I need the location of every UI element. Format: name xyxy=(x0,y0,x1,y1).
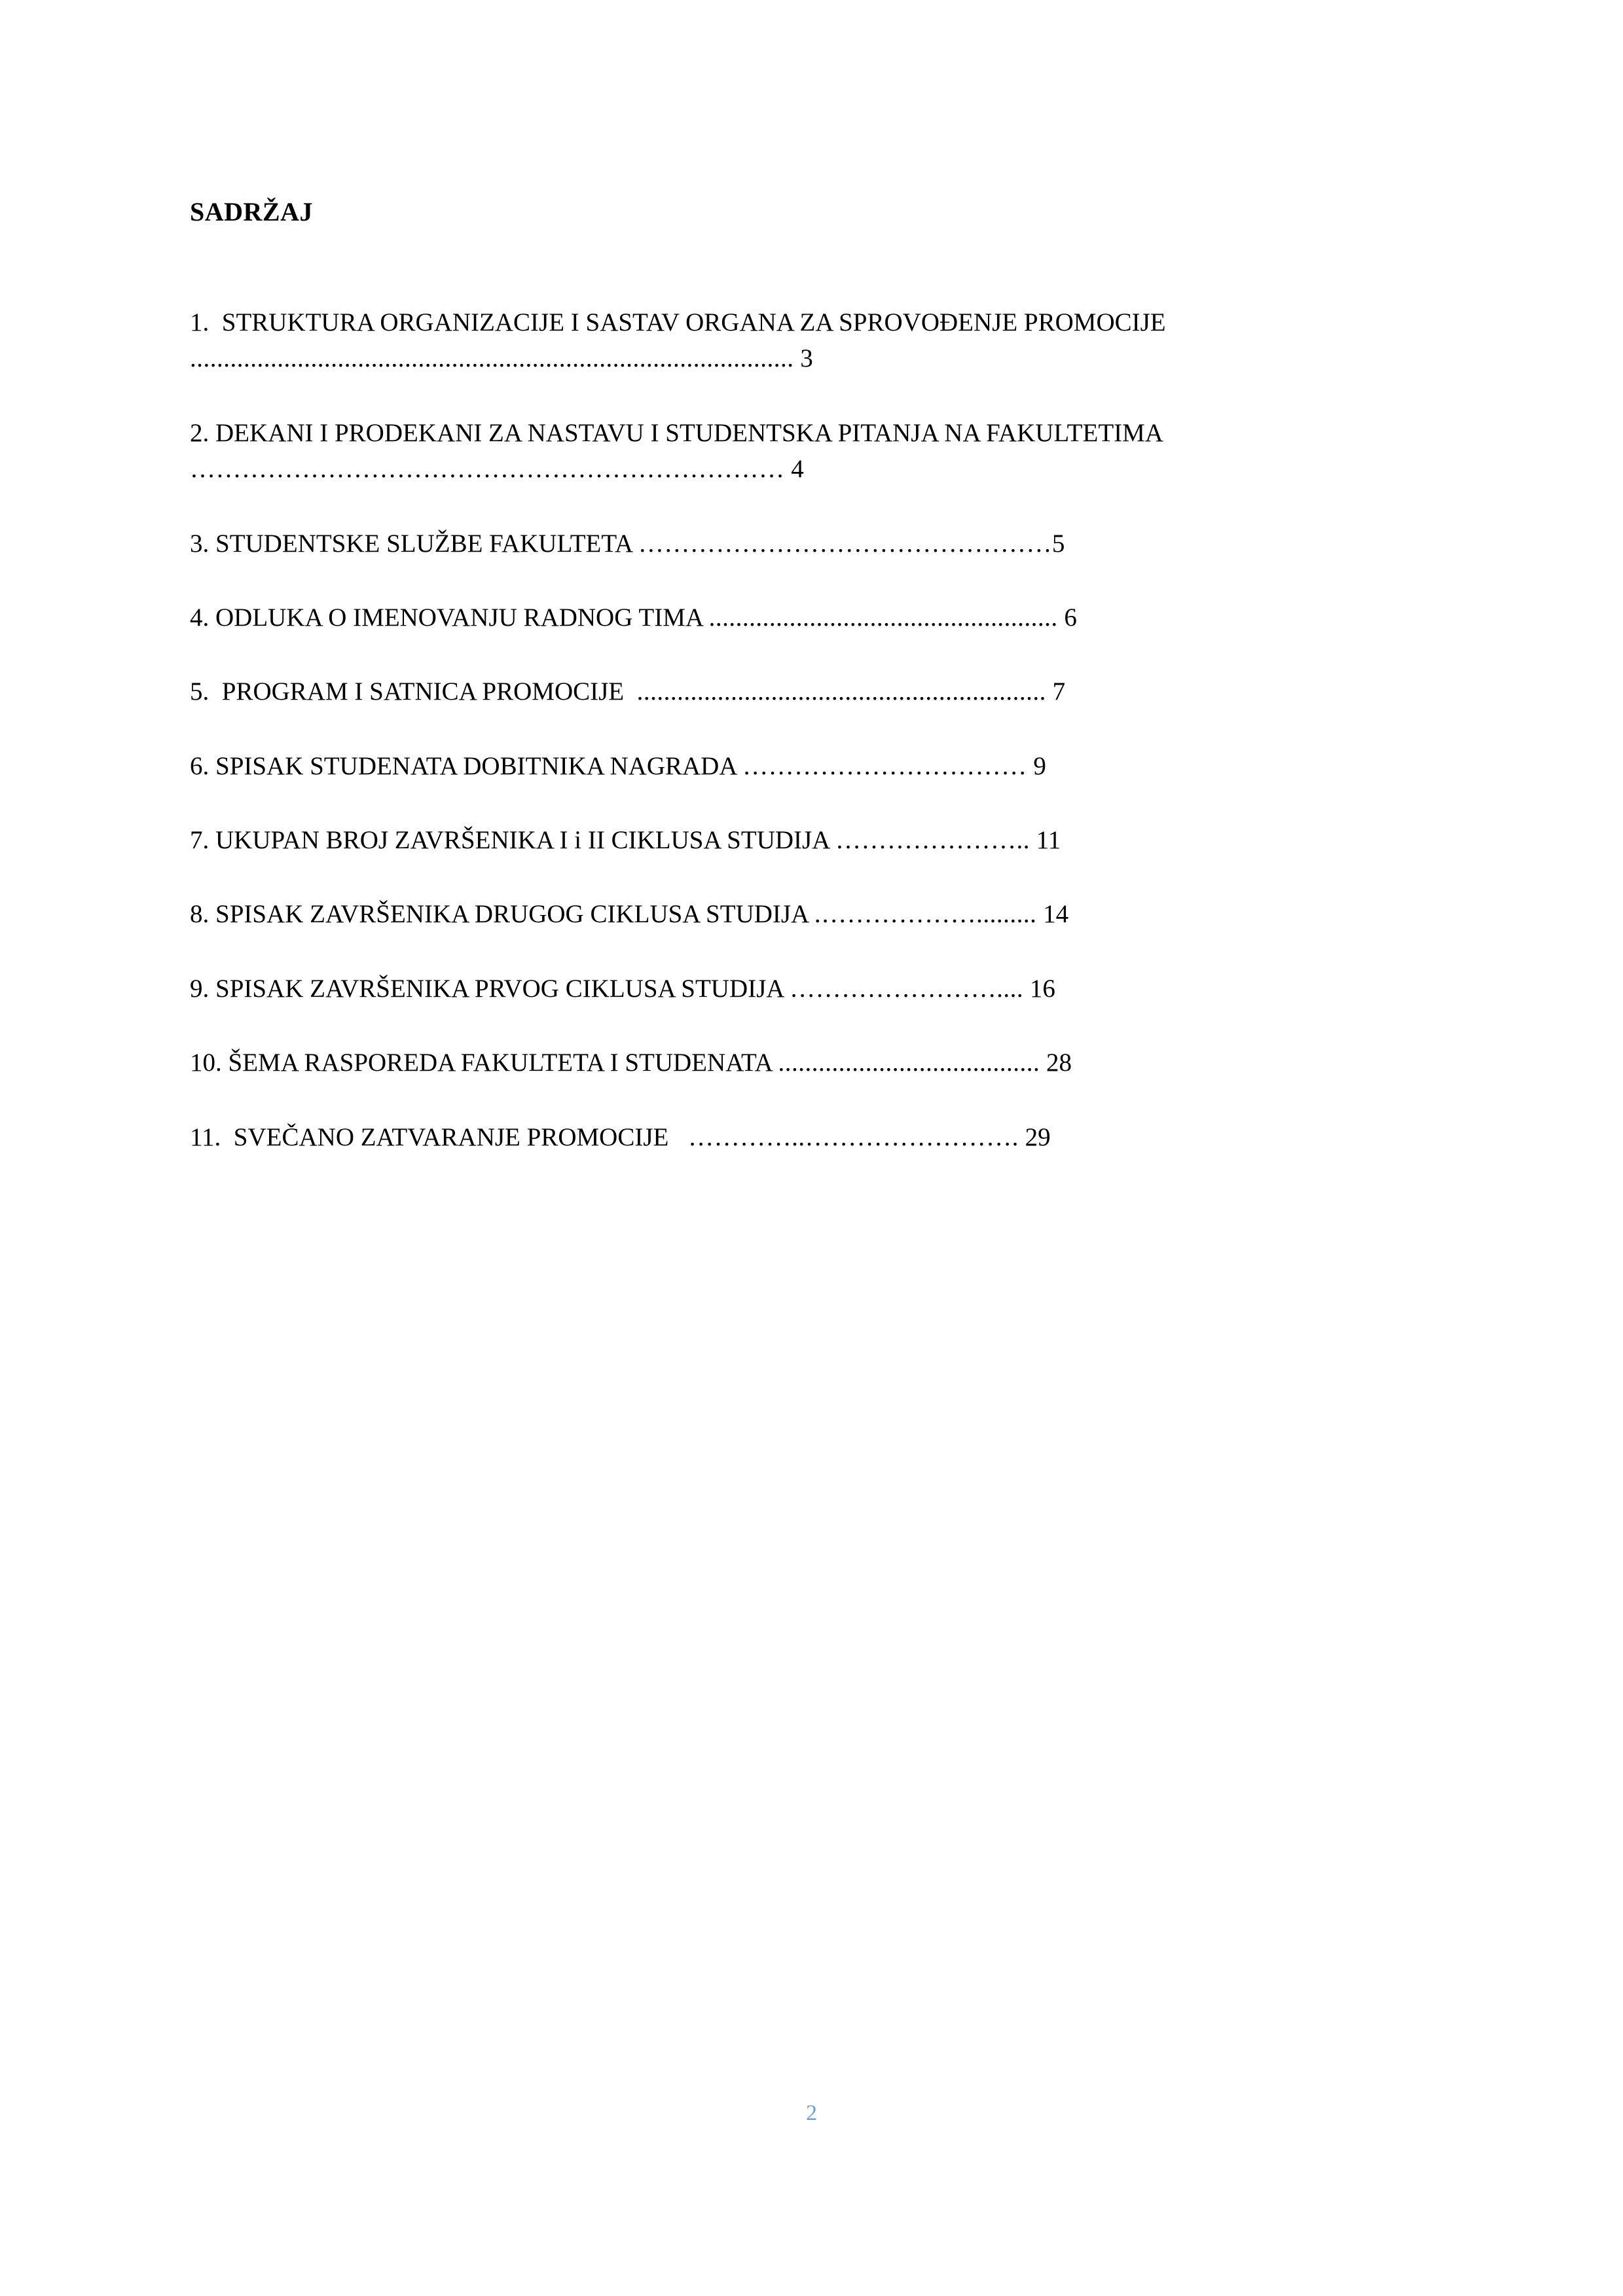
toc-entry-label: 10. ŠEMA RASPOREDA FAKULTETA I STUDENATA xyxy=(190,1049,778,1077)
toc-entry-page: 14 xyxy=(1036,900,1069,929)
toc-entry-label: 2. DEKANI I PRODEKANI ZA NASTAVU I STUDENTSKA PITANJA NA FAKULTETIMA xyxy=(190,418,1169,447)
toc-entry-leader: ............................................................. xyxy=(636,677,1046,706)
toc-entry-leader: ....................................... xyxy=(778,1049,1040,1077)
toc-entry[interactable] xyxy=(190,1045,1362,1081)
toc-entry-label: 6. SPISAK STUDENATA DOBITNIKA NAGRADA xyxy=(190,751,743,780)
toc-entry-page: 28 xyxy=(1040,1049,1072,1077)
toc-entry-leader: ………………….. xyxy=(835,826,1030,854)
toc-entry-leader: …………………….... xyxy=(790,974,1024,1003)
toc-entry[interactable] xyxy=(190,526,1362,562)
toc-entry-label: 9. SPISAK ZAVRŠENIKA PRVOG CIKLUSA STUDIJA xyxy=(190,974,790,1003)
toc-entry-page: 16 xyxy=(1023,974,1055,1003)
toc-entry[interactable] xyxy=(190,1119,1362,1155)
toc-entry-leader: .......................................................................................... xyxy=(190,344,794,373)
toc-entry-label: 11. SVEČANO ZATVARANJE PROMOCIJE xyxy=(190,1122,682,1151)
page-title: SADRŽAJ xyxy=(190,197,313,226)
toc-entry-page: 6 xyxy=(1057,603,1077,632)
table-of-contents xyxy=(190,304,1427,1155)
toc-entry-leader: …………………………………………………………… xyxy=(190,455,785,484)
toc-entry[interactable] xyxy=(190,822,1362,858)
toc-entry-page: 7 xyxy=(1046,677,1066,706)
toc-entry-page: 9 xyxy=(1027,751,1046,780)
toc-entry[interactable] xyxy=(190,673,1362,709)
toc-entry-label: 3. STUDENTSKE SLUŽBE FAKULTETA xyxy=(190,529,638,558)
toc-entry-leader: .................................................... xyxy=(708,603,1058,632)
page-number-footer: 2 xyxy=(806,2101,817,2125)
toc-entry[interactable] xyxy=(190,415,1362,488)
toc-entry-label: 4. ODLUKA O IMENOVANJU RADNOG TIMA xyxy=(190,603,709,632)
toc-entry-leader: …………..……………………. xyxy=(681,1122,1019,1151)
toc-entry-page: 11 xyxy=(1029,826,1061,854)
toc-entry-label: 7. UKUPAN BROJ ZAVRŠENIKA I i II CIKLUSA STUDIJA xyxy=(190,826,835,854)
toc-entry-label: 8. SPISAK ZAVRŠENIKA DRUGOG CIKLUSA STUDIJA xyxy=(190,900,814,929)
toc-entry-page: 4 xyxy=(784,455,804,484)
toc-entry-leader: .………………......... xyxy=(814,900,1037,929)
toc-entry[interactable] xyxy=(190,748,1362,784)
toc-entry[interactable] xyxy=(190,304,1362,377)
toc-entry[interactable] xyxy=(190,971,1362,1007)
toc-entry-page: 29 xyxy=(1018,1122,1051,1151)
toc-entry-leader: ………………………………………… xyxy=(638,529,1052,558)
toc-entry-label: 5. PROGRAM I SATNICA PROMOCIJE xyxy=(190,677,637,706)
toc-entry-page: 5 xyxy=(1051,529,1065,558)
toc-entry-leader: …………………………… xyxy=(742,751,1027,780)
toc-entry[interactable] xyxy=(190,896,1362,932)
toc-entry-label: 1. STRUKTURA ORGANIZACIJE I SASTAV ORGANA ZA SPROVOĐENJE PROMOCIJE xyxy=(190,308,1179,336)
toc-entry-page: 3 xyxy=(793,344,813,373)
toc-entry[interactable] xyxy=(190,600,1362,636)
